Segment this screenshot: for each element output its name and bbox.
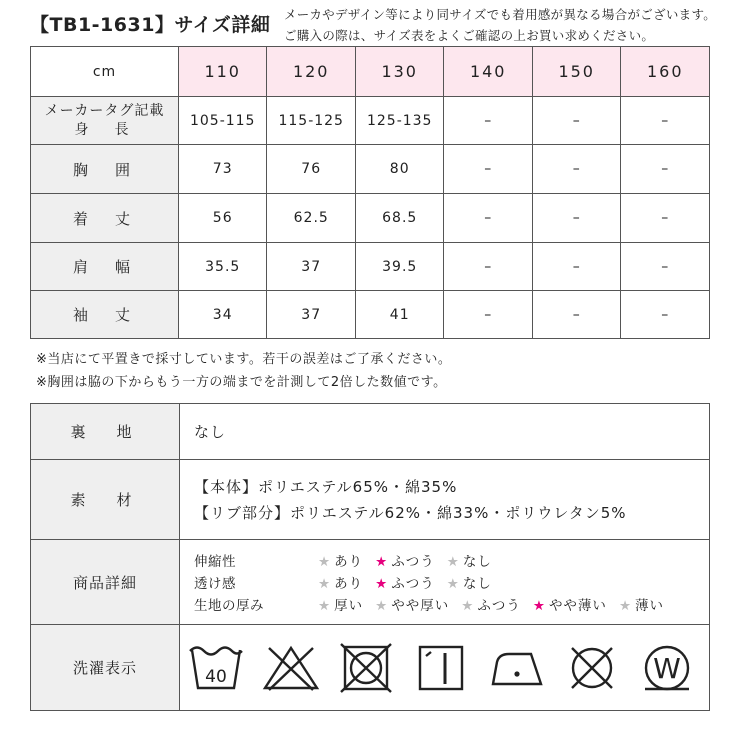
- table-cell: –: [621, 145, 710, 194]
- line-dry-icon: [411, 642, 471, 694]
- table-cell: –: [621, 194, 710, 243]
- care-row: [31, 625, 710, 711]
- unit-label: cm: [31, 47, 179, 97]
- details-list: [194, 549, 709, 615]
- row-label-height: [31, 97, 179, 145]
- detail-item: [194, 571, 709, 593]
- wash-40-icon: [186, 642, 246, 694]
- row-label-chest: 胸 囲: [31, 145, 179, 194]
- note-line: ※胸囲は脇の下からもう一方の端までを計測して2倍した数値です。: [36, 375, 447, 390]
- star-icon: ★: [318, 598, 332, 614]
- table-cell: –: [621, 291, 710, 339]
- row-label-sleeve: 袖 丈: [31, 291, 179, 339]
- detail-option: [461, 594, 521, 614]
- detail-option: [375, 572, 435, 592]
- table-cell: –: [444, 194, 533, 243]
- wet-clean-letter: W: [653, 651, 681, 685]
- size-150: 150: [532, 47, 621, 97]
- detail-option: [375, 550, 435, 570]
- size-header-row: [31, 47, 710, 97]
- star-icon: ★: [618, 598, 633, 614]
- detail-option-label: ふつう: [391, 554, 435, 570]
- table-cell: –: [444, 243, 533, 291]
- no-bleach-icon: [261, 642, 321, 694]
- star-icon: ★: [461, 598, 475, 614]
- table-cell: –: [444, 97, 533, 145]
- no-dry-clean-icon: [562, 642, 622, 694]
- care-symbols: [180, 625, 710, 711]
- detail-option: [318, 594, 363, 614]
- row-label-length: 着 丈: [31, 194, 179, 243]
- table-row: [31, 243, 710, 291]
- lining-value: なし: [180, 404, 710, 460]
- star-icon: ★: [318, 576, 332, 592]
- row-label-shoulder: 肩 幅: [31, 243, 179, 291]
- details-value: [180, 540, 710, 625]
- size-table: [30, 46, 710, 339]
- table-row: [31, 194, 710, 243]
- detail-option: [318, 572, 363, 592]
- table-cell: –: [532, 243, 621, 291]
- table-cell: 125-135: [355, 97, 444, 145]
- page-title: 【TB1-1631】サイズ詳細: [30, 14, 271, 36]
- detail-option-label: あり: [334, 576, 364, 592]
- size-160: 160: [621, 47, 710, 97]
- table-cell: 37: [267, 243, 356, 291]
- table-row: [31, 291, 710, 339]
- detail-option-label: なし: [462, 554, 492, 570]
- detail-option-label: やや厚い: [391, 598, 450, 614]
- table-cell: 34: [178, 291, 267, 339]
- star-icon: ★: [318, 554, 332, 570]
- size-120: 120: [267, 47, 356, 97]
- table-cell: 80: [355, 145, 444, 194]
- detail-option: [533, 594, 607, 614]
- detail-name: 生地の厚み: [194, 598, 264, 614]
- row-label-line: メーカータグ記載: [44, 102, 165, 119]
- detail-option: [619, 594, 664, 614]
- size-110: 110: [178, 47, 267, 97]
- table-cell: –: [532, 145, 621, 194]
- material-row: [31, 460, 710, 540]
- table-cell: 37: [267, 291, 356, 339]
- table-cell: –: [621, 243, 710, 291]
- product-info-table: [30, 403, 710, 711]
- size-130: 130: [355, 47, 444, 97]
- care-label: 洗濯表示: [31, 625, 180, 711]
- table-cell: –: [532, 97, 621, 145]
- star-selected-icon: ★: [375, 576, 389, 592]
- details-label: 商品詳細: [31, 540, 180, 625]
- detail-option: [447, 572, 492, 592]
- notice-line: メーカやデザイン等により同サイズでも着用感が異なる場合がございます。: [284, 7, 717, 22]
- detail-name: 伸縮性: [194, 554, 236, 570]
- detail-option-label: やや薄い: [548, 598, 607, 614]
- detail-option-label: あり: [334, 554, 364, 570]
- detail-option: [375, 594, 449, 614]
- detail-option: [318, 550, 363, 570]
- table-cell: 41: [355, 291, 444, 339]
- table-cell: 68.5: [355, 194, 444, 243]
- table-cell: –: [444, 291, 533, 339]
- table-cell: –: [444, 145, 533, 194]
- table-row: [31, 145, 710, 194]
- star-selected-icon: ★: [375, 554, 389, 570]
- purchase-notice: [284, 4, 716, 46]
- table-cell: –: [621, 97, 710, 145]
- table-cell: 56: [178, 194, 267, 243]
- material-line: 【本体】ポリエステル65%・綿35%: [194, 477, 458, 496]
- table-cell: 35.5: [178, 243, 267, 291]
- detail-item: [194, 593, 709, 615]
- detail-option-label: ふつう: [391, 576, 435, 592]
- detail-option: [447, 550, 492, 570]
- detail-option-label: 厚い: [334, 598, 364, 614]
- star-icon: ★: [446, 554, 460, 570]
- star-icon: ★: [375, 598, 389, 614]
- wet-clean-icon: [637, 642, 697, 694]
- star-icon: ★: [446, 576, 460, 592]
- table-cell: 62.5: [267, 194, 356, 243]
- detail-option-label: なし: [462, 576, 492, 592]
- wash-temperature: 40: [205, 666, 227, 687]
- star-selected-icon: ★: [532, 598, 546, 614]
- measurement-notes: [36, 348, 451, 394]
- material-line: 【リブ部分】ポリエステル62%・綿33%・ポリウレタン5%: [194, 503, 627, 522]
- table-row: [31, 97, 710, 145]
- material-value: [180, 460, 710, 540]
- table-cell: 73: [178, 145, 267, 194]
- detail-item: [194, 549, 709, 571]
- note-line: ※当店にて平置きで採寸しています。若干の誤差はご了承ください。: [36, 352, 452, 367]
- table-cell: 76: [267, 145, 356, 194]
- detail-option-label: ふつう: [477, 598, 521, 614]
- iron-low-icon: [487, 642, 547, 694]
- no-tumble-dry-icon: [336, 642, 396, 694]
- table-cell: –: [532, 291, 621, 339]
- detail-name: 透け感: [194, 576, 236, 592]
- table-cell: 39.5: [355, 243, 444, 291]
- size-140: 140: [444, 47, 533, 97]
- table-cell: 105-115: [178, 97, 267, 145]
- row-label-line: 身 長: [74, 121, 135, 138]
- detail-option-label: 薄い: [635, 598, 665, 614]
- material-label: 素 材: [31, 460, 180, 540]
- lining-row: [31, 404, 710, 460]
- notice-line: ご購入の際は、サイズ表をよくご確認の上お買い求めください。: [284, 28, 655, 43]
- details-row: [31, 540, 710, 625]
- lining-label: 裏 地: [31, 404, 180, 460]
- table-cell: –: [532, 194, 621, 243]
- table-cell: 115-125: [267, 97, 356, 145]
